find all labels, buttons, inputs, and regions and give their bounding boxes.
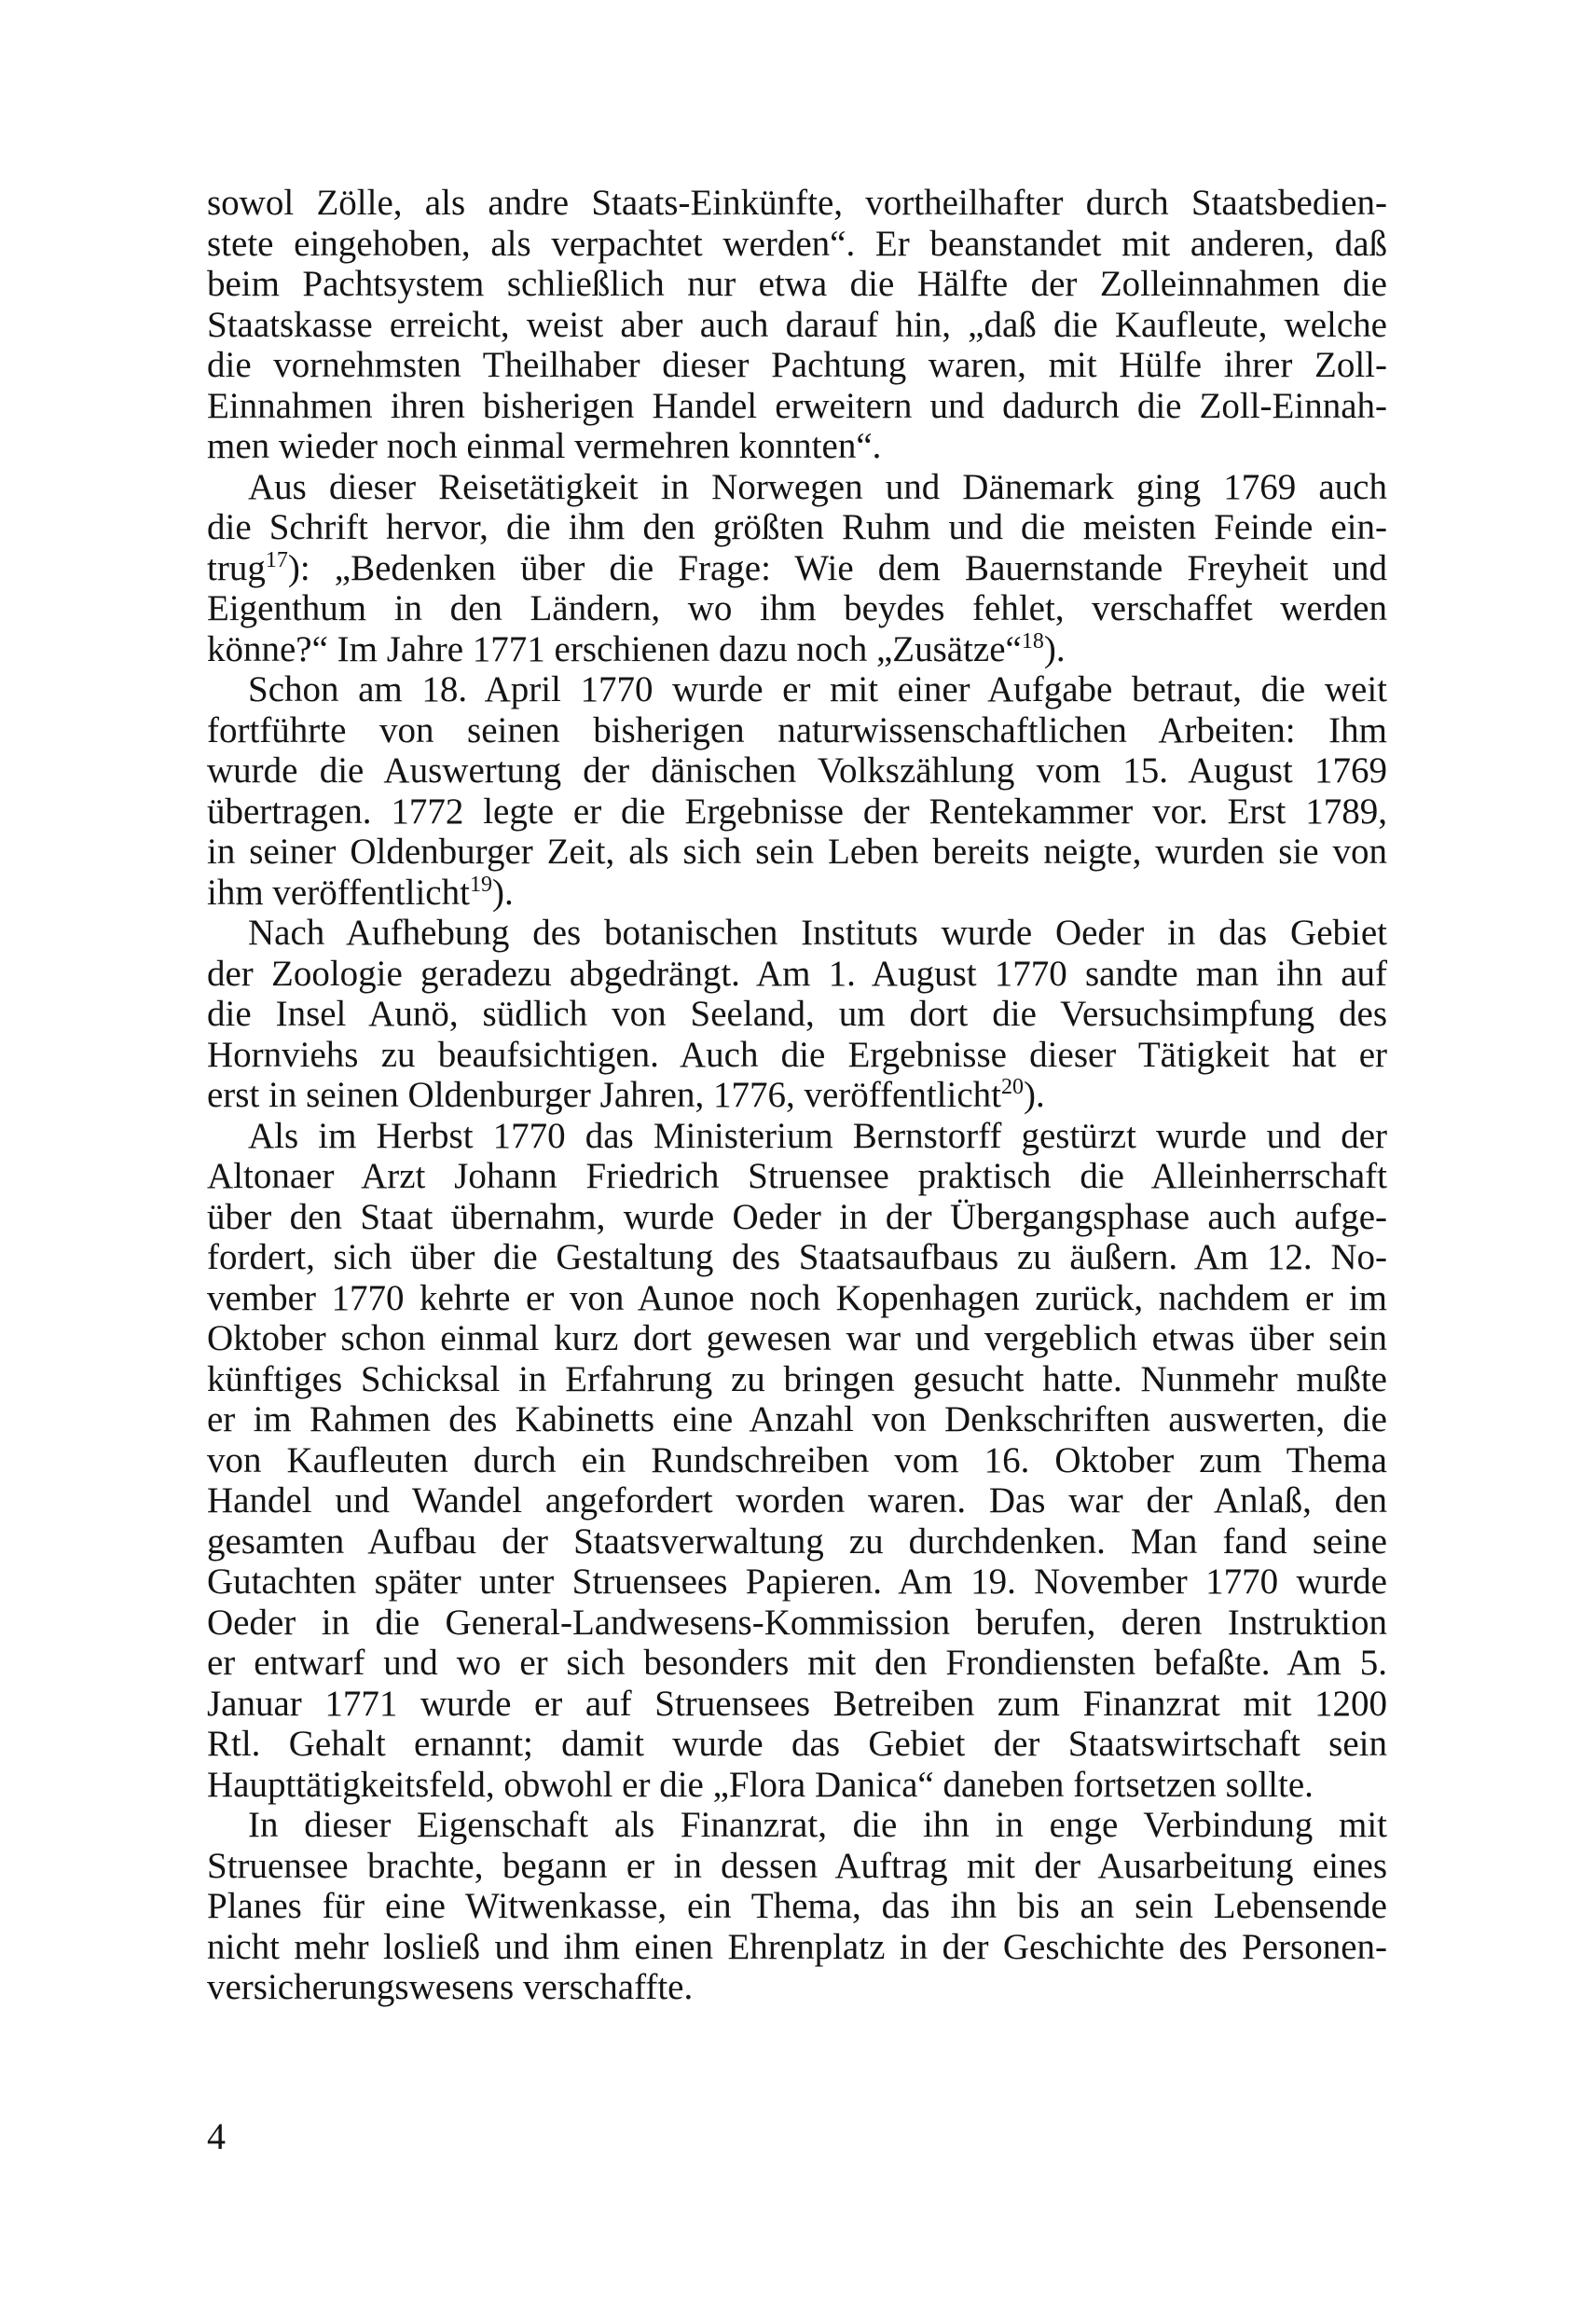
text-line [207, 669, 1387, 710]
text-line [207, 345, 1387, 386]
text-line [207, 224, 1387, 265]
text-line [207, 1927, 1387, 1968]
text-run: könne?“ Im Jahre 1771 erschienen dazu noch „Zusätze“ [207, 628, 1022, 669]
text-line [207, 832, 1387, 873]
text-line [207, 264, 1387, 305]
paragraph [207, 467, 1387, 670]
text-run: er entwarf und wo er sich besonders mit den Frondiensten befaßte. Am 5. [207, 1643, 1387, 1683]
text-run: fordert, sich über die Gestaltung des Staatsaufbaus zu äußern. Am 12. No- [207, 1237, 1387, 1277]
text-line [207, 629, 1387, 670]
text-line [207, 1684, 1387, 1725]
text-line [207, 1116, 1387, 1157]
text-run: Handel und Wandel angefordert worden waren. Das war der Anlaß, den [207, 1480, 1387, 1521]
footnote-marker: 19 [469, 872, 492, 897]
text-run: beim Pachtsystem schließlich nur etwa die Hälfte der Zolleinnahmen die [207, 264, 1387, 304]
text-run: Aus dieser Reisetätigkeit in Norwegen und Dänemark ging 1769 auch [248, 466, 1387, 507]
text-line [207, 1562, 1387, 1603]
footnote-marker: 17 [265, 547, 288, 572]
paragraph [207, 913, 1387, 1116]
text-line [207, 1278, 1387, 1319]
text-run: fortführte von seinen bisherigen naturwissenschaftlichen Arbeiten: Ihm [207, 709, 1387, 750]
text-run: ). [1043, 628, 1066, 669]
text-line [207, 507, 1387, 548]
body-text [207, 183, 1387, 2008]
text-run: künftiges Schicksal in Erfahrung zu bringen gesucht hatte. Nunmehr mußte [207, 1358, 1387, 1399]
text-run: ). [491, 872, 514, 913]
text-line [207, 1075, 1387, 1116]
text-run: ihm veröffentlicht [207, 872, 470, 913]
text-line [207, 1318, 1387, 1359]
text-line [207, 1156, 1387, 1197]
text-line [207, 1765, 1387, 1806]
text-run: der Zoologie geradezu abgedrängt. Am 1. August 1770 sandte man ihn auf [207, 953, 1387, 994]
text-line [207, 426, 1387, 467]
paragraph [207, 1116, 1387, 1806]
text-run: Januar 1771 wurde er auf Struensees Betreiben zum Finanzrat mit 1200 [207, 1683, 1387, 1724]
text-run: Oktober schon einmal kurz dort gewesen war und vergeblich etwas über sein [207, 1318, 1387, 1358]
text-run: ). [1023, 1075, 1045, 1115]
text-line [207, 305, 1387, 346]
text-run: in seiner Oldenburger Zeit, als sich sein Leben bereits neigte, wurden sie von [207, 832, 1387, 872]
text-line [207, 1521, 1387, 1562]
text-run: Eigenthum in den Ländern, wo ihm beydes fehlet, verschaffet werden [207, 588, 1387, 628]
text-run: sowol Zölle, als andre Staats-Einkünfte, vortheilhafter durch Staatsbedien- [207, 183, 1387, 223]
text-line [207, 1440, 1387, 1481]
text-run: wurde die Auswertung der dänischen Volkszählung vom 15. August 1769 [207, 750, 1387, 791]
text-run: stete eingehoben, als verpachtet werden“. Er beanstandet mit anderen, daß [207, 223, 1387, 264]
text-run: Haupttätigkeitsfeld, obwohl er die „Flora Danica“ daneben fortsetzen sollte. [207, 1764, 1314, 1805]
text-run: über den Staat übernahm, wurde Oeder in der Übergangsphase auch aufge- [207, 1196, 1387, 1237]
text-line [207, 750, 1387, 791]
text-run: gesamten Aufbau der Staatsverwaltung zu durchdenken. Man fand seine [207, 1521, 1387, 1562]
text-line [207, 548, 1387, 589]
text-run: Staatskasse erreicht, weist aber auch darauf hin, „daß die Kaufleute, welche [207, 304, 1387, 345]
text-run: Einnahmen ihren bisherigen Handel erweitern und dadurch die Zoll-Einnah- [207, 385, 1387, 426]
text-line [207, 1886, 1387, 1927]
text-line [207, 1603, 1387, 1644]
text-line [207, 873, 1387, 914]
paragraph [207, 669, 1387, 913]
text-run: die vornehmsten Theilhaber dieser Pachtung waren, mit Hülfe ihrer Zoll- [207, 345, 1387, 385]
text-run: erst in seinen Oldenburger Jahren, 1776, veröffentlicht [207, 1075, 1001, 1115]
text-run: Rtl. Gehalt ernannt; damit wurde das Gebiet der Staatswirtschaft sein [207, 1724, 1387, 1764]
page-number: 4 [207, 2115, 226, 2157]
text-line [207, 467, 1387, 508]
text-line [207, 1724, 1387, 1765]
text-run: vember 1770 kehrte er von Aunoe noch Kopenhagen zurück, nachdem er im [207, 1277, 1387, 1318]
text-run: übertragen. 1772 legte er die Ergebnisse der Rentekammer vor. Erst 1789, [207, 791, 1387, 832]
text-run: versicherungswesens verschaffte. [207, 1967, 694, 2007]
text-line [207, 1967, 1387, 2008]
text-line [207, 1399, 1387, 1440]
text-run: Als im Herbst 1770 das Ministerium Bernstorff gestürzt wurde und der [248, 1115, 1387, 1156]
text-line [207, 1197, 1387, 1238]
text-run: von Kaufleuten durch ein Rundschreiben vom 16. Oktober zum Thema [207, 1439, 1387, 1480]
text-line [207, 1035, 1387, 1076]
text-line [207, 1846, 1387, 1887]
text-line [207, 913, 1387, 954]
text-run: men wieder noch einmal vermehren konnten“. [207, 426, 882, 466]
text-run: Altonaer Arzt Johann Friedrich Struensee praktisch die Alleinherrschaft [207, 1156, 1387, 1196]
text-line [207, 994, 1387, 1035]
text-line [207, 588, 1387, 629]
text-run: Oeder in die General-Landwesens-Kommission berufen, deren Instruktion [207, 1602, 1387, 1643]
paragraph [207, 183, 1387, 467]
text-run: Nach Aufhebung des botanischen Instituts wurde Oeder in das Gebiet [248, 913, 1387, 953]
text-run: die Insel Aunö, südlich von Seeland, um dort die Versuchsimpfung des [207, 994, 1387, 1034]
text-run: Schon am 18. April 1770 wurde er mit einer Aufgabe betraut, die weit [248, 669, 1387, 709]
text-run: nicht mehr losließ und ihm einen Ehrenplatz in der Geschichte des Personen- [207, 1926, 1387, 1967]
text-line [207, 710, 1387, 751]
text-line [207, 791, 1387, 833]
text-run: In dieser Eigenschaft als Finanzrat, die ihn in enge Verbindung mit [248, 1805, 1387, 1845]
text-line [207, 386, 1387, 427]
text-run: Gutachten später unter Struensees Papieren. Am 19. November 1770 wurde [207, 1562, 1387, 1602]
text-line [207, 1480, 1387, 1521]
text-run: er im Rahmen des Kabinetts eine Anzahl von Denkschriften auswerten, die [207, 1399, 1387, 1439]
text-line [207, 1643, 1387, 1684]
text-line [207, 183, 1387, 224]
text-run: Hornviehs zu beaufsichtigen. Auch die Ergebnisse dieser Tätigkeit hat er [207, 1034, 1387, 1075]
text-line [207, 1805, 1387, 1846]
text-run: Planes für eine Witwenkasse, ein Thema, das ihn bis an sein Lebensende [207, 1886, 1387, 1926]
paragraph [207, 1805, 1387, 2008]
text-run: Struensee brachte, begann er in dessen Auftrag mit der Ausarbeitung eines [207, 1845, 1387, 1886]
footnote-marker: 18 [1021, 628, 1044, 654]
text-run: die Schrift hervor, die ihm den größten Ruhm und die meisten Feinde ein- [207, 507, 1387, 547]
text-line [207, 1359, 1387, 1400]
text-line [207, 954, 1387, 995]
footnote-marker: 20 [1000, 1075, 1024, 1099]
text-run: ): „Bedenken über die Frage: Wie dem Bauernstande Freyheit und [287, 547, 1387, 588]
text-run: trug [207, 547, 266, 588]
text-line [207, 1237, 1387, 1278]
